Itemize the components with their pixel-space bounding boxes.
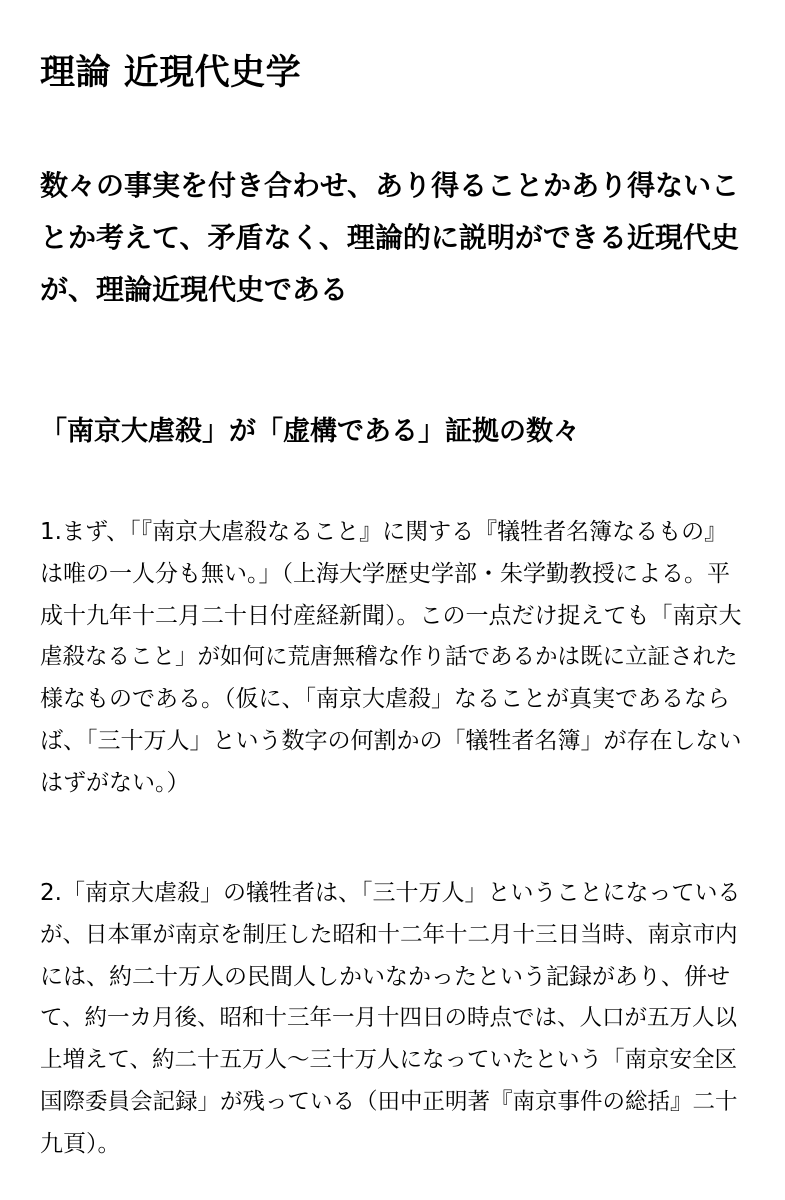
paragraph-line: 九頁）。 [40,1130,121,1157]
lead-statement [40,160,752,316]
evidence-point-1 [40,512,752,805]
paragraph-line: 虐殺なること」が如何に荒唐無稽な作り話であるかは既に立証された [40,644,738,671]
paragraph-line: て、約一カ月後、昭和十三年一月十四日の時点では、人口が五万人以 [40,1005,738,1032]
paragraph-line: には、約二十万人の民間人しかいなかったという記録があり、併せ [40,963,730,990]
paragraph-line: が、日本軍が南京を制圧した昭和十二年十二月十三日当時、南京市内 [40,921,738,948]
lead-line: 数々の事実を付き合わせ、あり得ることかあり得ないこ [40,169,740,202]
paragraph-line: はずがない。） [40,769,190,796]
section-heading: 「南京大虐殺」が「虚構である」証拠の数々 [40,416,580,448]
lead-line: が、理論近現代史である [40,273,349,306]
paragraph-line: 2.「南京大虐殺」の犠牲者は、「三十万人」ということになっている [40,880,741,906]
paragraph-line: は唯の一人分も無い。」（上海大学歴史学部・朱学勤教授による。平 [40,560,730,587]
paragraph-line: ば、「三十万人」という数字の何割かの「犠牲者名簿」が存在しない [40,727,742,754]
paragraph-line: 上増えて、約二十五万人〜三十万人になっていたという「南京安全区 [40,1047,738,1074]
evidence-point-2 [40,873,752,1166]
paragraph-line: 1.まず、「『南京大虐殺なること』に関する『犠牲者名簿なるもの』 [40,519,728,545]
paragraph-line: 様なものである。（仮に、「南京大虐殺」なることが真実であるなら [40,686,730,713]
paragraph-line: 成十九年十二月二十日付産経新聞）。この一点だけ捉えても「南京大 [40,602,742,629]
lead-line: とか考えて、矛盾なく、理論的に説明ができる近現代史 [40,221,739,254]
paragraph-line: 国際委員会記録」が残っている（田中正明著『南京事件の総括』二十 [40,1088,738,1115]
page-title: 理論 近現代史学 [40,53,302,94]
